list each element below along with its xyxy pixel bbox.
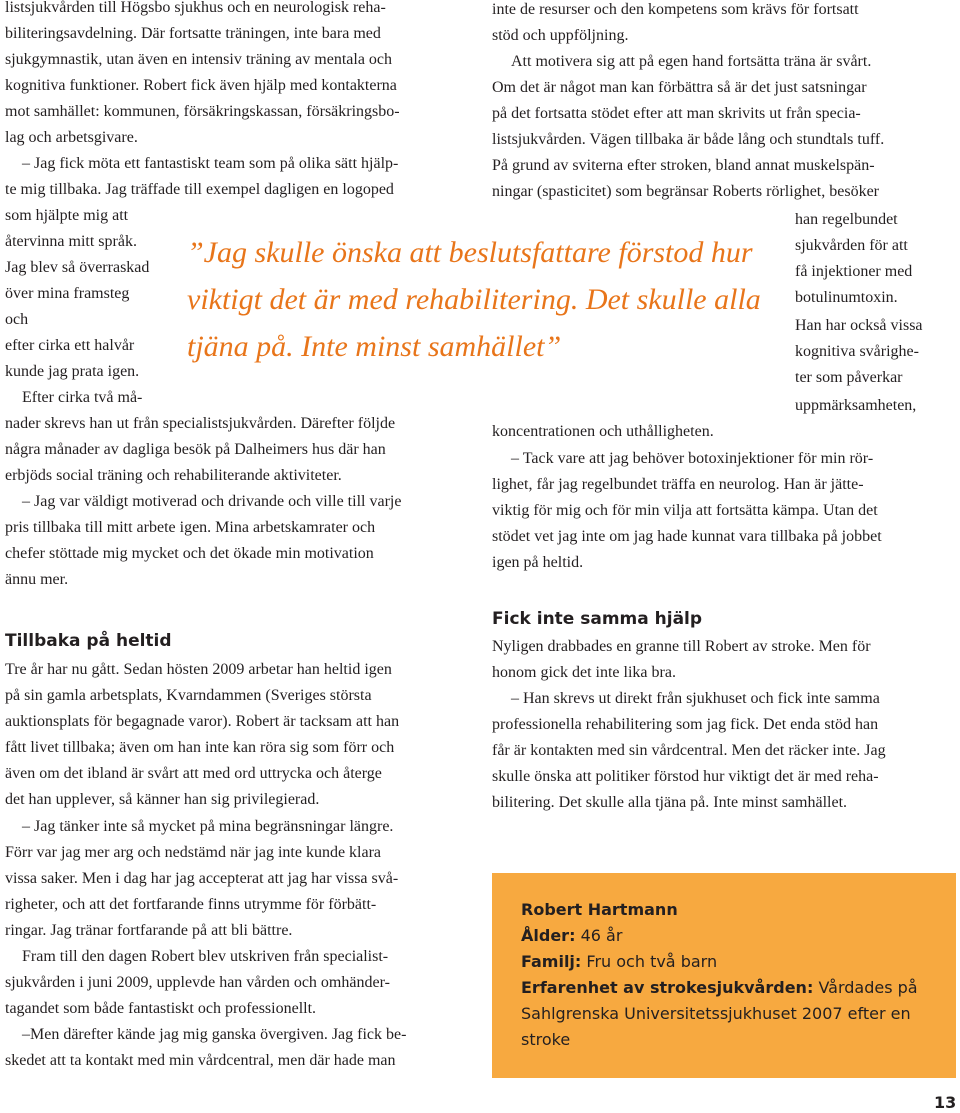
body-text-line: igen på heltid. xyxy=(492,554,584,571)
body-text-line: På grund av sviterna efter stroken, bland annat muskelspän- xyxy=(492,157,875,174)
body-text-line: koncentrationen och uthålligheten. xyxy=(492,423,714,440)
body-text-line: lag och arbetsgivare. xyxy=(5,129,138,146)
body-text-line: – Jag tänker inte så mycket på mina begränsningar längre. xyxy=(22,818,394,835)
body-text-line: kognitiva svårighe- xyxy=(795,343,919,360)
body-text-line: Förr var jag mer arg och nedstämd när jag inte kunde klara xyxy=(5,844,382,861)
body-text-line: – Jag var väldigt motiverad och drivande och ville till varje xyxy=(22,493,402,510)
body-text-line: får är kontakten med sin vårdcentral. Men det räcker inte. Jag xyxy=(492,742,886,759)
body-text-line: över mina framsteg xyxy=(5,285,130,302)
fact-box-experience-cont: stroke xyxy=(521,1030,571,1049)
body-text-line: fått livet tillbaka; även om han inte kan röra sig som förr och xyxy=(5,739,395,756)
body-text-line: återvinna mitt språk. xyxy=(5,233,137,250)
body-text-line: honom gick det inte lika bra. xyxy=(492,664,676,681)
body-text-line: på sin gamla arbetsplats, Kvarndammen (Sveriges största xyxy=(5,687,372,704)
body-text-line: skedet att ta kontakt med min vårdcentral, men där hade man xyxy=(5,1052,396,1069)
body-text-line: lighet, får jag regelbundet träffa en neurolog. Han är jätte- xyxy=(492,476,864,493)
body-text-line: – Jag fick möta ett fantastiskt team som på olika sätt hjälp- xyxy=(22,155,399,172)
body-text-line: Han har också vissa xyxy=(795,317,923,334)
fact-box-name: Robert Hartmann xyxy=(521,900,678,919)
body-text-line: efter cirka ett halvår xyxy=(5,337,135,354)
body-text-line: Tre år har nu gått. Sedan hösten 2009 arbetar han heltid igen xyxy=(5,661,392,678)
body-text-line: vissa saker. Men i dag har jag accepterat att jag har vissa svå- xyxy=(5,870,399,887)
body-text-line: skulle önska att politiker förstod hur viktigt det är med reha- xyxy=(492,768,879,785)
pull-quote-line: viktigt det är med rehabilitering. Det skulle alla xyxy=(187,283,761,316)
body-text-line: auktionsplats för begagnade varor). Robert är tacksam att han xyxy=(5,713,400,730)
body-text-line: Fram till den dagen Robert blev utskriven från specialist- xyxy=(22,948,389,965)
body-text-line: och xyxy=(5,311,29,328)
body-text-line: Jag blev så överraskad xyxy=(5,259,150,276)
section-heading-fick-inte: Fick inte samma hjälp xyxy=(492,609,703,629)
body-text-line: på det fortsatta stödet efter att man skrivits ut från specia- xyxy=(492,105,861,122)
body-text-line: sjukvården för att xyxy=(795,237,908,254)
body-text-line: ännu mer. xyxy=(5,571,69,588)
body-text-line: få injektioner med xyxy=(795,263,913,280)
body-text-line: pris tillbaka till mitt arbete igen. Mina arbetskamrater och xyxy=(5,519,376,536)
body-text-line: det han upplever, så känner han sig privilegierad. xyxy=(5,791,320,808)
body-text-line: righeter, och att det fortfarande finns utrymme för förbätt- xyxy=(5,896,377,913)
page-number: 13 xyxy=(934,1093,957,1112)
section-heading-tillbaka: Tillbaka på heltid xyxy=(5,631,172,651)
body-text-line: – Tack vare att jag behöver botoxinjektioner för min rör- xyxy=(511,450,874,467)
body-text-line: mot samhället: kommunen, försäkringskassan, försäkringsbo- xyxy=(5,103,400,120)
fact-box-experience: Erfarenhet av strokesjukvården: Vårdades på xyxy=(521,978,918,997)
body-text-line: kunde jag prata igen. xyxy=(5,363,140,380)
body-text-line: te mig tillbaka. Jag träffade till exempel dagligen en logoped xyxy=(5,181,394,198)
body-text-line: sjukvården i juni 2009, upplevde han vården och omhänder- xyxy=(5,974,390,991)
pull-quote-line: ”Jag skulle önska att beslutsfattare förstod hur xyxy=(187,236,753,269)
body-text-line: uppmärksamheten, xyxy=(795,397,917,414)
body-text-line: tagandet som både fantastiskt och professionellt. xyxy=(5,1000,317,1017)
body-text-line: kognitiva funktioner. Robert fick även hjälp med kontakterna xyxy=(5,77,397,94)
body-text-line: Efter cirka två må- xyxy=(22,389,143,406)
body-text-line: Om det är något man kan förbättra så är det just satsningar xyxy=(492,79,867,96)
body-text-line: ringar. Jag tränar fortfarande på att bli bättre. xyxy=(5,922,293,939)
pull-quote-line: tjäna på. Inte minst samhället” xyxy=(187,330,562,363)
body-text-line: ter som påverkar xyxy=(795,369,903,386)
fact-box-age: Ålder: 46 år xyxy=(521,926,623,945)
body-text-line: han regelbundet xyxy=(795,211,898,228)
body-text-line: som hjälpte mig att xyxy=(5,207,129,224)
body-text-line: Att motivera sig att på egen hand fortsätta träna är svårt. xyxy=(511,53,872,70)
body-text-line: professionella rehabilitering som jag fick. Det enda stöd han xyxy=(492,716,879,733)
body-text-line: viktig för mig och för min vilja att fortsätta kämpa. Utan det xyxy=(492,502,878,519)
fact-box xyxy=(492,873,956,1078)
body-text-line: stöd och uppföljning. xyxy=(492,27,629,44)
body-text-line: –Men därefter kände jag mig ganska övergiven. Jag fick be- xyxy=(22,1026,407,1043)
body-text-line: botulinumtoxin. xyxy=(795,289,898,306)
fact-box-experience-cont: Sahlgrenska Universitetssjukhuset 2007 efter en xyxy=(521,1004,911,1023)
body-text-line: chefer stöttade mig mycket och det ökade min motivation xyxy=(5,545,374,562)
body-text-line: bilitering. Det skulle alla tjäna på. Inte minst samhället. xyxy=(492,794,848,811)
body-text-line: erbjöds social träning och rehabiliterande aktiviteter. xyxy=(5,467,342,484)
body-text-line: inte de resurser och den kompetens som krävs för fortsatt xyxy=(492,1,859,18)
body-text-line: – Han skrevs ut direkt från sjukhuset och fick inte samma xyxy=(511,690,880,707)
body-text-line: nader skrevs han ut från specialistsjukvården. Därefter följde xyxy=(5,415,396,432)
body-text-line: listsjukvården. Vägen tillbaka är både lång och stundtals tuff. xyxy=(492,131,885,148)
body-text-line: några månader av dagliga besök på Dalheimers hus där han xyxy=(5,441,386,458)
body-text-line: sjukgymnastik, utan även en intensiv träning av mentala och xyxy=(5,51,393,68)
body-text-line: biliteringsavdelning. Där fortsatte träningen, inte bara med xyxy=(5,25,381,42)
fact-box-family: Familj: Fru och två barn xyxy=(521,952,718,971)
body-text-line: stödet vet jag inte om jag hade kunnat vara tillbaka på jobbet xyxy=(492,528,882,545)
body-text-line: listsjukvården till Högsbo sjukhus och en neurologisk reha- xyxy=(5,0,386,16)
body-text-line: Nyligen drabbades en granne till Robert av stroke. Men för xyxy=(492,638,871,655)
body-text-line: även om det ibland är svårt att med ord uttrycka och återge xyxy=(5,765,382,782)
body-text-line: ningar (spasticitet) som begränsar Roberts rörlighet, besöker xyxy=(492,183,879,200)
